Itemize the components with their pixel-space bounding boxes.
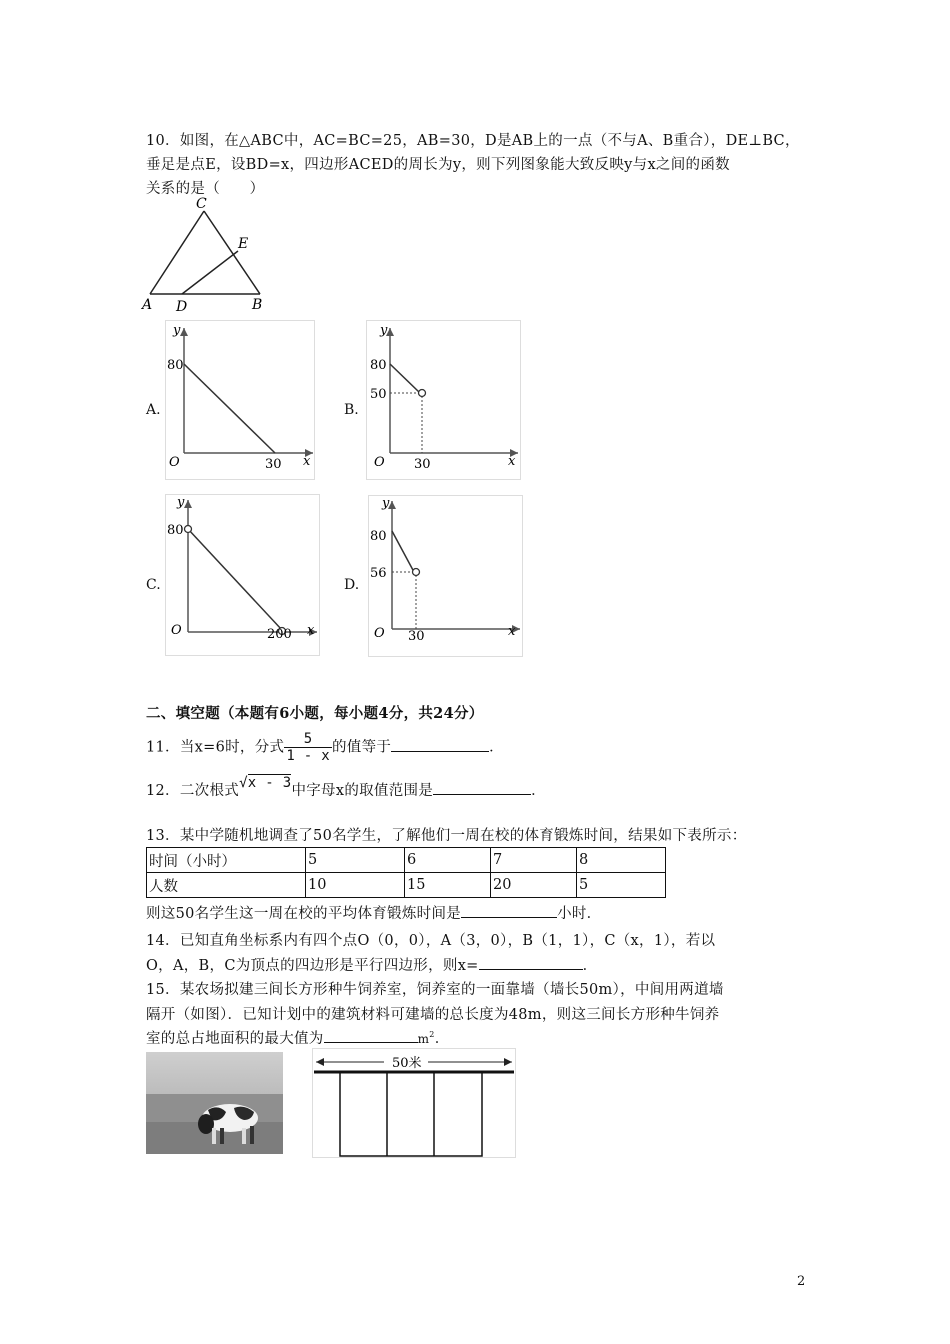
q11-before: 11．当x=6时，分式: [146, 739, 285, 756]
table-row: [147, 848, 666, 873]
q15-line2: 隔开（如图）．已知计划中的建筑材料可建墙的总长度为48m，则这三间长方形种牛饲养: [146, 1007, 720, 1023]
graph-b-x30: 30: [414, 457, 431, 472]
graph-c-y-label: y: [177, 495, 185, 510]
graph-a-x-label: x: [303, 454, 311, 469]
option-d-label: D.: [344, 577, 360, 593]
q15-unit-sup: 2: [429, 1030, 435, 1040]
page-number: 2: [797, 1274, 806, 1289]
q15-unit: m: [417, 1032, 430, 1046]
graph-c-open-point-top: [185, 526, 192, 533]
q13-after-text: 则这50名学生这一周在校的平均体育锻炼时间是: [146, 906, 462, 922]
table-cell: 5: [577, 873, 666, 898]
table-cell: 8: [577, 848, 666, 873]
label-A: A: [142, 297, 153, 313]
label-D: D: [176, 299, 188, 315]
q10-line1: 10．如图，在△ABC中，AC=BC=25，AB=30，D是AB上的一点（不与A、B重合），DE⊥BC，: [146, 133, 800, 149]
q11-fraction: [284, 731, 332, 764]
q15-answer-blank[interactable]: [324, 1028, 418, 1043]
option-a-label: A.: [146, 402, 161, 418]
graph-option-d: [368, 495, 523, 657]
graph-a-line: [184, 364, 275, 453]
q12-before: 12．二次根式: [146, 783, 240, 799]
graph-option-b: [366, 320, 521, 480]
q10-line3: 关系的是（ ）: [146, 181, 265, 197]
graph-option-a: [165, 320, 315, 480]
q15-line3-end: ．: [434, 1031, 450, 1047]
table-cell: 10: [306, 873, 405, 898]
cow-photo: [146, 1052, 283, 1154]
graph-b-line: [390, 364, 420, 393]
table-cell: 6: [405, 848, 491, 873]
graph-c-line: [188, 529, 282, 630]
q15-line1: 15．某农场拟建三间长方形种牛饲养室，饲养室的一面靠墙（墙长50m），中间用两道墙: [146, 982, 724, 998]
graph-d-x30: 30: [408, 629, 425, 644]
q13-answer-blank[interactable]: [461, 903, 557, 918]
graph-c-x200: 200: [267, 627, 292, 642]
graph-b-y50: 50: [370, 387, 387, 402]
graph-d-y-label: y: [382, 496, 390, 511]
graph-c-origin: O: [171, 623, 182, 638]
graph-c-x-label: x: [307, 623, 315, 638]
table-cell: 7: [491, 848, 577, 873]
q11-denominator: 1 - x: [286, 748, 330, 764]
q11-after: 的值等于: [331, 739, 392, 756]
graph-b-open-point: [419, 390, 426, 397]
q14-line1: 14．已知直角坐标系内有四个点O（0，0），A（3，0），B（1，1），C（x，1），若以: [146, 933, 716, 949]
q11-answer-blank[interactable]: [391, 737, 489, 752]
graph-a-x30: 30: [265, 457, 282, 472]
graph-d-y80: 80: [370, 529, 387, 544]
triangle-figure: [140, 196, 280, 316]
graph-b-y-label: y: [380, 323, 388, 338]
q12-after: 中字母x的取值范围是: [291, 783, 434, 799]
wall-length-label: 50米: [392, 1056, 422, 1071]
graph-c-y80: 80: [167, 523, 184, 538]
q12: [146, 775, 546, 800]
graph-d-y56: 56: [370, 566, 387, 581]
q12-sqrt: √x - 3: [239, 775, 292, 791]
table-cell: 20: [491, 873, 577, 898]
q13-text: 13．某中学随机地调查了50名学生，了解他们一周在校的体育锻炼时间，结果如下表所示：: [146, 828, 747, 844]
q15-line3: [146, 1027, 450, 1048]
q10-line2: 垂足是点E，设BD=x，四边形ACED的周长为y，则下列图象能大致反映y与x之间的函数: [146, 157, 730, 173]
section2-title: 二、填空题（本题有6小题，每小题4分，共24分）: [146, 705, 484, 722]
q14-answer-blank[interactable]: [479, 955, 583, 970]
table-cell: 人数: [147, 873, 306, 898]
wall-diagram: [312, 1048, 516, 1158]
graph-d-open-point: [413, 569, 420, 576]
graph-a-y80: 80: [167, 358, 184, 373]
q12-radicand: x - 3: [247, 775, 292, 791]
label-B: B: [252, 297, 263, 313]
q11: [146, 731, 504, 764]
graph-d-origin: O: [374, 626, 385, 641]
label-E: E: [238, 236, 249, 252]
q13-table: [146, 847, 666, 898]
graph-a-origin: O: [169, 455, 180, 470]
graph-b-x-label: x: [508, 454, 516, 469]
graph-d-x-label: x: [508, 624, 516, 639]
q12-answer-blank[interactable]: [433, 780, 531, 795]
q14-line2-text: O，A，B，C为顶点的四边形是平行四边形，则x=: [146, 958, 479, 974]
option-c-label: C.: [146, 577, 161, 593]
table-row: [147, 873, 666, 898]
q11-end: ．: [489, 739, 504, 756]
room-enclosure: [340, 1072, 482, 1156]
q13-after: [146, 902, 601, 923]
q15-line3-text: 室的总占地面积的最大值为: [146, 1031, 324, 1047]
table-cell: 时间（小时）: [147, 848, 306, 873]
q14-line2-end: ．: [582, 958, 598, 974]
graph-b-origin: O: [374, 455, 385, 470]
table-cell: 5: [306, 848, 405, 873]
q14-line2: [146, 954, 597, 975]
graph-option-c: [165, 494, 320, 656]
q13-after-end: 小时．: [557, 906, 602, 922]
table-cell: 15: [405, 873, 491, 898]
option-b-label: B.: [344, 402, 359, 418]
graph-b-y80: 80: [370, 358, 387, 373]
label-C: C: [196, 196, 207, 212]
graph-a-y-label: y: [173, 323, 181, 338]
graph-d-line: [392, 531, 414, 572]
q11-numerator: 5: [303, 731, 313, 747]
q12-end: ．: [531, 783, 546, 799]
